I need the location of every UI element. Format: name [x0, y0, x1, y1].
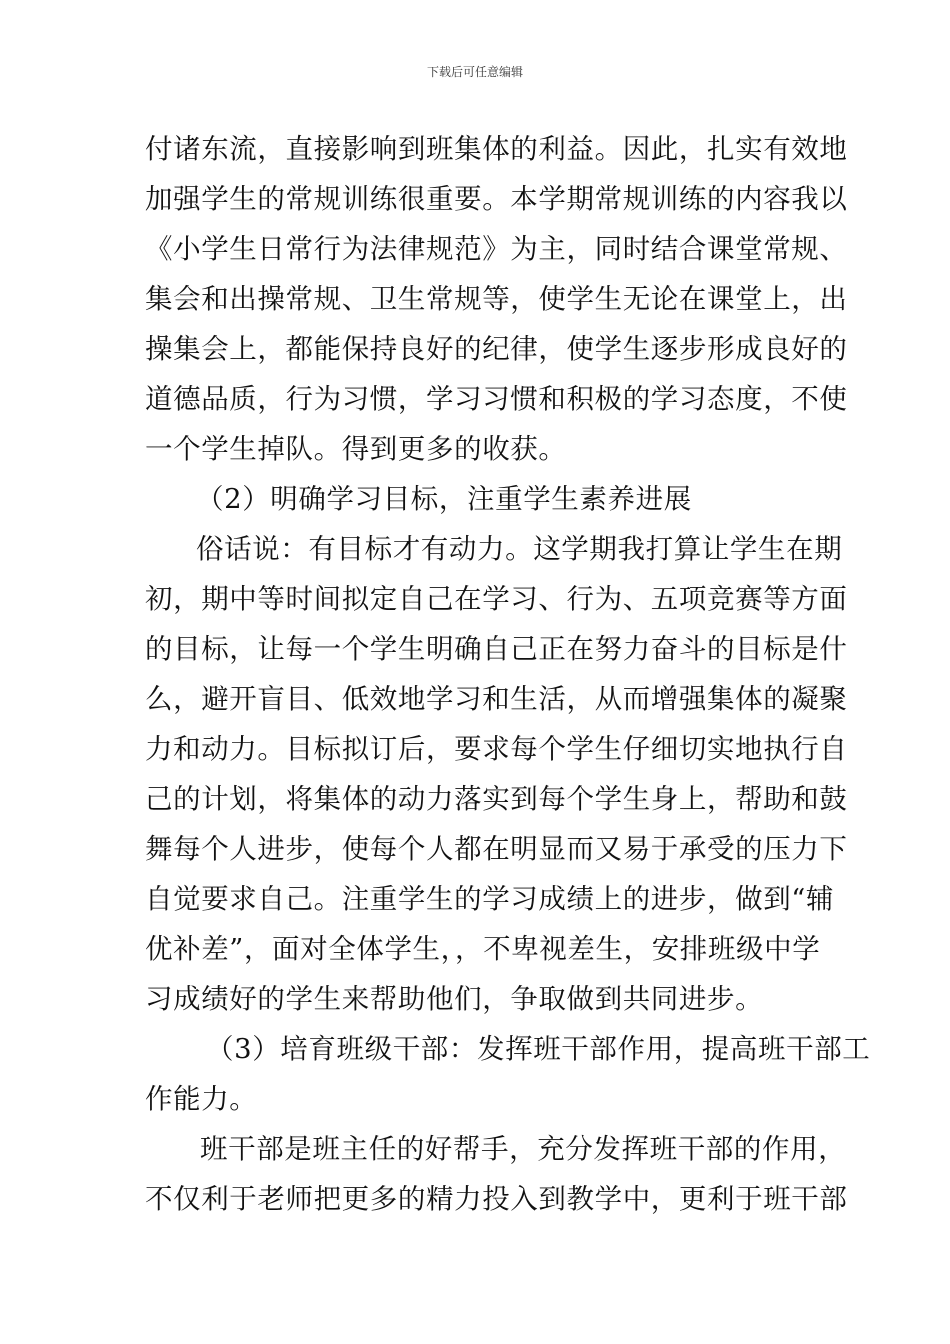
page-header-note: 下载后可任意编辑 [426, 65, 523, 79]
paragraph-line: 不仅利于老师把更多的精力投入到教学中，更利于班干部 [145, 1183, 848, 1215]
paragraph-line: 优补差”，面对全体学生，，不卑视差生，安排班级中学 [145, 933, 821, 965]
paragraph-line: 一个学生掉队。得到更多的收获。 [145, 433, 567, 465]
paragraph-line: 《小学生日常行为法律规范》为主，同时结合课堂常规、 [145, 233, 848, 265]
paragraph-line: 力和动力。目标拟订后，要求每个学生仔细切实地执行自 [145, 733, 848, 765]
paragraph-line: 付诸东流，直接影响到班集体的利益。因此，扎实有效地 [145, 133, 848, 165]
section-heading: （3）培育班级干部：发挥班干部作用，提高班干部工 [206, 1033, 871, 1065]
paragraph-line: 的目标，让每一个学生明确自己正在努力奋斗的目标是什 [145, 633, 848, 665]
paragraph-line: 自觉要求自己。注重学生的学习成绩上的进步，做到“辅 [145, 883, 835, 915]
paragraph-line: 加强学生的常规训练很重要。本学期常规训练的内容我以 [145, 183, 848, 215]
paragraph-line: 集会和出操常规、卫生常规等，使学生无论在课堂上，出 [145, 283, 848, 315]
section-heading-continuation: 作能力。 [145, 1083, 258, 1115]
paragraph-line: 舞每个人进步，使每个人都在明显而又易于承受的压力下 [145, 833, 848, 865]
paragraph-line: 俗话说：有目标才有动力。这学期我打算让学生在期 [196, 533, 843, 565]
paragraph-line: 班干部是班主任的好帮手，充分发挥班干部的作用， [200, 1133, 847, 1165]
paragraph-line: 操集会上，都能保持良好的纪律，使学生逐步形成良好的 [145, 333, 848, 365]
paragraph-line: 习成绩好的学生来帮助他们，争取做到共同进步。 [145, 983, 764, 1015]
paragraph-line: 么，避开盲目、低效地学习和生活，从而增强集体的凝聚 [145, 683, 848, 715]
paragraph-line: 初，期中等时间拟定自己在学习、行为、五项竞赛等方面 [145, 583, 848, 615]
paragraph-line: 己的计划，将集体的动力落实到每个学生身上，帮助和鼓 [145, 783, 848, 815]
section-heading: （2）明确学习目标，注重学生素养进展 [196, 483, 692, 515]
paragraph-line: 道德品质，行为习惯，学习习惯和积极的学习态度，不使 [145, 383, 848, 415]
